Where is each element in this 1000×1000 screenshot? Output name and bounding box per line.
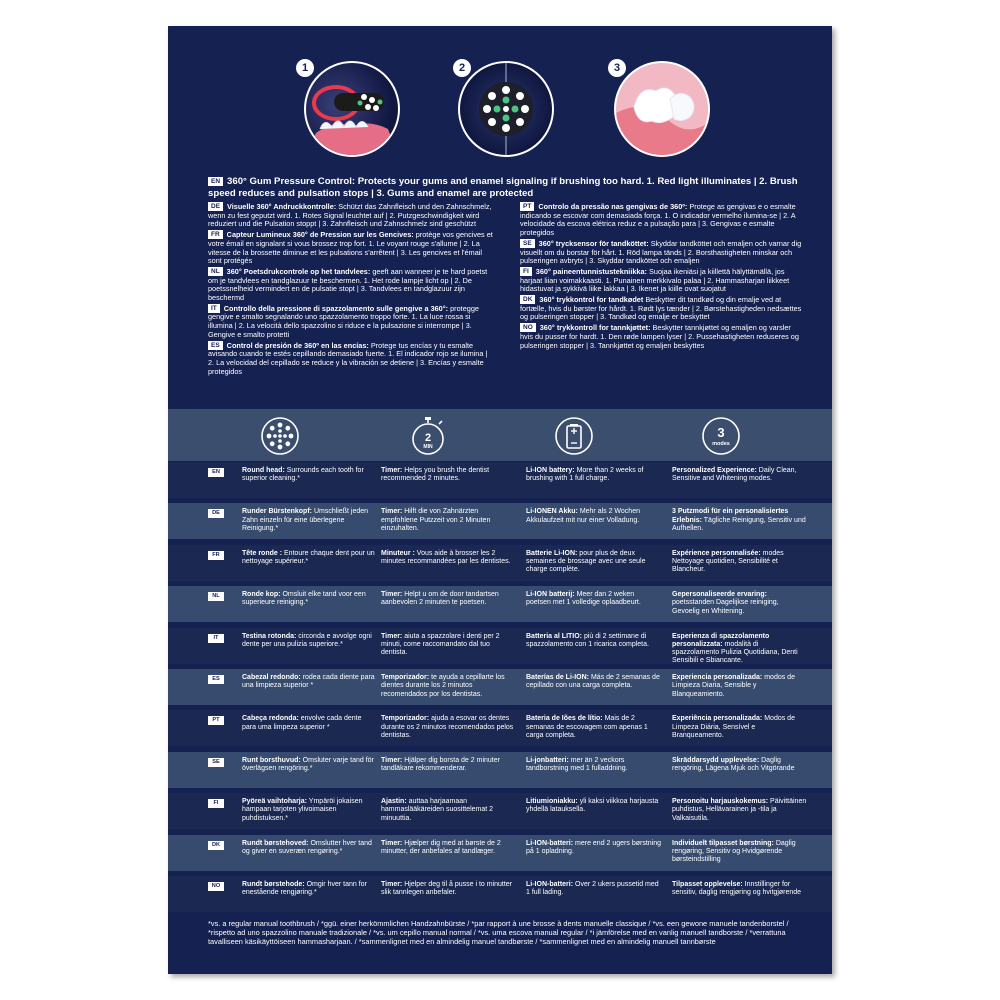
three-modes-icon <box>701 416 741 456</box>
translation-heading: Capteur Lumineux 360° de Pression sur les Gencives: <box>226 230 414 240</box>
feature-cell-2 <box>381 633 516 658</box>
feature-cell-2 <box>381 881 516 898</box>
feature-cell-3 <box>526 633 661 650</box>
lang-tag: SE <box>208 758 224 767</box>
feature-heading: Li-ION-batteri: <box>526 881 574 888</box>
feature-heading: Personoitu harjauskokemus: <box>672 798 769 806</box>
translation-text: Beskytter tannkjøttet og emaljen og varsler hvis du pusser for hardt. 1. Den røde lampen lyser | 2. Pussehastigheten reduseres og pulseringen stopper | 3. Tannkjøttet og emaljen beskyttes <box>520 323 799 350</box>
feature-cell-3 <box>526 840 661 857</box>
feature-cell-2 <box>381 467 516 484</box>
feature-text: rodea cada diente para una limpieza superior * <box>242 674 375 690</box>
feature-text: Daglig rengöring, Lägena Mjuk och Vitgörande <box>672 756 795 773</box>
feature-text: più di 2 settimane di spazzolamento con 1 ricarica completa. <box>526 632 649 648</box>
feature-text: modalità di spazzolamento Pulizia Quotidiana, Denti Sensibili e Sbiancante. <box>672 640 798 665</box>
modes-icon-number: 3 <box>717 425 725 440</box>
feature-text: Hjälper dig borsta de 2 minuter tandläkare rekommenderar. <box>381 756 500 773</box>
feature-heading: Runder Bürstenkopf: <box>242 508 312 516</box>
lang-badge-de: DE <box>208 202 223 211</box>
step-number-1: 1 <box>296 59 314 77</box>
feature-text: Meer dan 2 weken poetsen met 1 volledige oplaadbeurt. <box>526 591 641 607</box>
lang-tag: FI <box>208 799 224 808</box>
feature-text: Helps you brush the dentist recommended 2 minutes. <box>381 467 490 483</box>
intro-en-heading: 360° Gum Pressure Control: <box>227 176 356 187</box>
feature-heading: Li-ION battery: <box>526 467 575 474</box>
translation-text: protegge gengive e smalto segnalando uno spazzolamento troppo forte. 1. La luce rossa si illumina | 2. La velocità dello spazzolino si riduce e la pulsazione si interrompe | 3. Gengive e smalto protetti <box>208 303 479 339</box>
translation-text: protège vos gencives et votre émail en signalant si vous brossez trop fort. 1. Le voyant rouge s'allume | 2. La vitesse de la brossette diminue et les pulsations s'arrêtent | 3. Les gencives et l'émail sont protégés <box>208 230 493 266</box>
feature-text: Innstillinger for sensitiv, daglig rengjøring og hvitgjørende <box>672 881 802 897</box>
feature-cell-3 <box>526 467 661 484</box>
feature-text: Entoure chaque dent pour un nettoyage supérieur.* <box>242 549 375 566</box>
feature-heading: Litiumioniakku: <box>526 798 578 806</box>
feature-text: Ympäröi jokaisen hampaan tarjoten ylivoimaisen puhdistuksen.* <box>242 798 363 822</box>
feature-heading: Timer: <box>381 467 403 474</box>
feature-heading: Testina rotonda: <box>242 632 297 640</box>
feature-heading: Li-ION batterij: <box>526 591 575 599</box>
feature-cell-4 <box>672 840 807 865</box>
feature-heading: Timer: <box>381 839 403 847</box>
feature-cell-3 <box>526 674 661 691</box>
feature-cell-3 <box>526 881 661 898</box>
feature-text: Päivittäinen puhdistus, Hellävarainen ja -tila ja Valkaisutila. <box>672 798 807 822</box>
feature-cell-1 <box>242 550 377 567</box>
feature-cell-3 <box>526 715 661 740</box>
feature-heading: Batterie Li-ION: <box>526 549 578 557</box>
translation-heading: Control de presión de 360º en las encías: <box>226 340 369 350</box>
feature-cell-4 <box>672 633 807 666</box>
feature-heading: Minuteur : <box>381 549 415 557</box>
translation-dk <box>520 295 805 322</box>
feature-text: Omslutter hver tand og giver en suveræn rengøring.* <box>242 839 372 855</box>
feature-text: Hilft die von Zahnärzten empfohlene Putzzeit von 2 Minuten einzuhalten. <box>381 508 491 532</box>
feature-text: envolve cada dente para uma limpeza superior * <box>242 715 362 731</box>
translation-de <box>208 202 493 229</box>
feature-text: modos de Limpieza Diaria, Sensible y Blanqueamiento. <box>672 674 795 698</box>
feature-cell-2 <box>381 715 516 740</box>
feature-cell-4 <box>672 881 807 898</box>
feature-heading: Pyöreä vaihtoharja: <box>242 798 307 806</box>
feature-cell-3 <box>526 757 661 774</box>
translation-text: Schützt das Zahnfleisch und den Zahnschmelz, wenn zu fest geputzt wird. 1. Rotes Signal leuchtet auf | 2. Putzgeschwindigkeit wird reduziert und die Pulsation stoppt | 3. Zahnfleisch und Zahnschmelz sind geschützt <box>208 202 492 229</box>
feature-text: Over 2 ukers pussetid med 1 full lading. <box>526 881 659 897</box>
feature-cell-1 <box>242 757 377 774</box>
lang-tag: IT <box>208 634 224 643</box>
feature-row-dk <box>168 835 832 871</box>
protected-gum-icon <box>616 63 708 155</box>
feature-heading: Baterías de Li-ION: <box>526 674 590 681</box>
lang-badge-dk: DK <box>520 295 535 304</box>
feature-text: auttaa harjaamaan hammaslääkäreiden suosittelemat 2 minuuttia. <box>381 798 494 822</box>
feature-cell-1 <box>242 633 377 650</box>
feature-text: Vous aide à brosser les 2 minutes recommandées par les dentistes. <box>381 549 511 566</box>
feature-text: poetsstanden Dagelijkse reiniging, Gevoelig en Whitening. <box>672 599 779 615</box>
translation-es <box>208 341 493 377</box>
feature-cell-1 <box>242 798 377 823</box>
feature-cell-3 <box>526 591 661 608</box>
feature-cell-2 <box>381 550 516 567</box>
round-brush-head-icon <box>260 416 300 456</box>
lang-tag: NL <box>208 592 224 601</box>
translation-heading: Controlo da pressão nas gengivas de 360º: <box>538 202 688 211</box>
feature-heading: Ronde kop: <box>242 591 281 599</box>
translation-pt <box>520 202 805 238</box>
feature-text: Omsluter varje tand för överlägsen rengöring.* <box>242 756 374 773</box>
feature-heading: 3 Putzmodi für ein personalisiertes Erlebnis: <box>672 508 789 524</box>
feature-cell-2 <box>381 508 516 533</box>
feature-cell-4 <box>672 798 807 823</box>
feature-cell-1 <box>242 715 377 732</box>
feature-cell-4 <box>672 757 807 774</box>
feature-heading: Gepersonaliseerde ervaring: <box>672 591 767 599</box>
feature-cell-2 <box>381 674 516 699</box>
li-ion-battery-icon <box>554 416 594 456</box>
translation-fi <box>520 267 805 294</box>
feature-cell-3 <box>526 550 661 575</box>
feature-text: pour plus de deux semaines de brossage avec une seule charge complète. <box>526 549 646 574</box>
lang-badge-fi: FI <box>520 267 532 276</box>
feature-cell-2 <box>381 591 516 608</box>
feature-heading: Experiência personalizada: <box>672 715 763 723</box>
translation-heading: 360° paineentunnistustekniikka: <box>535 266 647 276</box>
feature-cell-1 <box>242 674 377 691</box>
feature-text: Modos de Limpeza Diária, Sensível e Branqueamento. <box>672 715 795 739</box>
feature-icon-band <box>168 409 832 461</box>
feature-text: More than 2 weeks of brushing with 1 full charge. <box>526 467 644 483</box>
feature-cell-1 <box>242 881 377 898</box>
feature-text: circonda e avvolge ogni dente per una pulizia superiore.* <box>242 632 372 648</box>
feature-heading: Li-jonbatteri: <box>526 756 569 764</box>
feature-heading: Li-IONEN Akku: <box>526 508 578 516</box>
feature-cell-3 <box>526 798 661 815</box>
feature-row-it <box>168 628 832 664</box>
feature-row-es <box>168 669 832 705</box>
feature-heading: Temporizador: <box>381 674 430 681</box>
translation-text: Skyddar tandköttet och emaljen och varnar dig visuellt om du borstar för hårt. 1. Röd lampa tänds | 2. Borsthastigheten minskar och pulseringen avbryts | 3. Skyddar tandköttet och emaljen <box>520 238 802 266</box>
feature-heading: Tête ronde : <box>242 549 283 557</box>
translation-text: Suojaa ikeniäsi ja kiillettä hälyttämällä, jos harjaat liian voimakkaasti. 1. Punainen merkkivalo palaa | 2. Hammasharjan liikkeet hidastuvat ja sykkivä liike lakkaa | 3. Ikenet ja kiille ovat suojatut <box>520 266 790 294</box>
feature-heading: Esperienza di spazzolamento personalizzata: <box>672 632 770 648</box>
feature-heading: Timer: <box>381 756 403 764</box>
feature-cell-1 <box>242 467 377 484</box>
translation-it <box>208 304 493 340</box>
feature-row-de <box>168 503 832 539</box>
lang-badge-es: ES <box>208 341 223 350</box>
feature-text: Helpt u om de door tandartsen aanbevolen 2 minuten te poetsen. <box>381 591 499 607</box>
feature-cell-1 <box>242 508 377 533</box>
feature-heading: Individuelt tilpasset børstning: <box>672 839 774 847</box>
feature-text: Surrounds each tooth for superior cleaning.* <box>242 467 364 483</box>
feature-text: Mais de 2 semanas de escovagem com apenas 1 carga completa. <box>526 715 648 739</box>
feature-heading: Temporizador: <box>381 715 430 723</box>
translation-text: geeft aan wanneer je te hard poetst om je tandvlees en tandglazuur te beschermen. 1. Het rode lampje licht op | 2. De poetssnelheid vermindert en de pulsatie stopt | 3. Tandvlees en tandglazuur zijn beschermd <box>208 266 488 303</box>
brush-red-light-icon <box>306 63 398 155</box>
lang-tag: ES <box>208 675 224 684</box>
feature-heading: Expérience personnalisée: <box>672 549 761 557</box>
feature-text: modes Nettoyage quotidien, Sensibilité et Blancheur. <box>672 549 784 574</box>
feature-row-fi <box>168 793 832 829</box>
feature-text: Daily Clean, Sensitive and Whitening modes. <box>672 467 797 483</box>
feature-heading: Skräddarsydd upplevelse: <box>672 756 760 764</box>
feature-heading: Li-ION-batteri: <box>526 839 574 847</box>
translation-se <box>520 239 805 266</box>
feature-cell-3 <box>526 508 661 525</box>
feature-text: Umschließt jeden Zahn einzeln für eine überlegene Reinigung.* <box>242 508 369 532</box>
feature-row-no <box>168 876 832 912</box>
gums-protected-illustration <box>614 61 710 157</box>
lang-tag: DK <box>208 841 224 850</box>
feature-cell-1 <box>242 840 377 857</box>
translations-right-column <box>520 202 805 351</box>
feature-heading: Timer: <box>381 881 403 888</box>
brush-head-top-icon <box>460 63 552 155</box>
feature-cell-4 <box>672 467 807 484</box>
step-number-2: 2 <box>453 59 471 77</box>
feature-text: Daglig rengøring, Sensitiv og Hvidgørende børsteindstilling <box>672 839 796 864</box>
feature-text: Omgir hver tann for enestående rengjøring.* <box>242 881 367 897</box>
feature-cell-4 <box>672 550 807 575</box>
feature-row-se <box>168 752 832 788</box>
feature-cell-4 <box>672 508 807 533</box>
translation-heading: Visuelle 360° Andruckkontrolle: <box>227 202 337 211</box>
feature-cell-4 <box>672 591 807 616</box>
feature-heading: Rundt børstehoved: <box>242 839 309 847</box>
red-light-illustration <box>304 61 400 157</box>
lang-tag: NO <box>208 882 224 891</box>
feature-heading: Timer: <box>381 591 403 599</box>
feature-text: aiuta a spazzolare i denti per 2 minuti, come raccomandato dal tuo dentista. <box>381 632 500 657</box>
feature-heading: Runt borsthuvud: <box>242 756 301 764</box>
feature-cell-1 <box>242 591 377 608</box>
feature-text: te ayuda a cepillarte los dientes durante los 2 minutos recomendados por los dentistas. <box>381 674 505 698</box>
feature-row-nl <box>168 586 832 622</box>
feature-heading: Ajastin: <box>381 798 407 806</box>
feature-heading: Batteria al LITIO: <box>526 632 583 640</box>
lang-badge-se: SE <box>520 239 535 248</box>
feature-text: Tägliche Reinigung, Sensitiv und Aufhellen. <box>672 516 806 532</box>
modes-icon-label: modes <box>712 441 730 447</box>
step-number-3: 3 <box>608 59 626 77</box>
lang-tag: FR <box>208 551 224 560</box>
feature-heading: Bateria de Iões de lítio: <box>526 715 603 723</box>
translation-text: Beskytter dit tandkød og din emalje ved at fortælle, hvis du børster for hårdt. 1. Rødt lys tænder | 2. Børstehastigheden nedsættes og pulseringen stopper | 3. Tandkød og emalje er beskyttet <box>520 295 802 322</box>
feature-row-fr <box>168 545 832 581</box>
feature-text: yli kaksi viikkoa harjausta yhdellä latauksella. <box>526 798 659 814</box>
lang-badge-nl: NL <box>208 267 223 276</box>
feature-heading: Personalized Experience: <box>672 467 757 474</box>
feature-cell-2 <box>381 798 516 823</box>
lang-tag: DE <box>208 509 224 518</box>
feature-text: Omsluit elke tand voor een superieure reiniging.* <box>242 591 366 607</box>
feature-heading: Cabeça redonda: <box>242 715 299 723</box>
feature-cell-4 <box>672 715 807 740</box>
lang-badge-it: IT <box>208 304 220 313</box>
feature-text: Más de 2 semanas de cepillado con una carga completa. <box>526 674 660 690</box>
feature-heading: Timer: <box>381 632 403 640</box>
feature-row-pt <box>168 710 832 746</box>
footnote: *vs. a regular manual toothbrush / *ggü. einer herkömmlichen Handzahnbürste / *par rapport à une brosse à dents manuelle classique / *vs. een gewone manuele tandenborstel / *rispetto ad uno spazzolino manuale tradizionale / *vs. um cepillo manual normal / *vs. uma escova manual regular / *i jämförelse med en vanlig manuell tandborste / *verrattuna tavalliseen käsikäyttöiseen hammasharjaan. / *sammenlignet med en almindelig manuel tandbørste / *sammenlignet med en almindelig manuell tannbørste <box>208 919 789 946</box>
lang-badge-en: EN <box>208 177 223 186</box>
intro-en-text: Protects your gums and enamel signaling if brushing too hard. 1. Red light illuminates | 2. Brush speed reduces and pulsation stops | 3. Gums and enamel are protected <box>208 176 798 199</box>
timer-icon-number: 2 <box>424 432 432 444</box>
feature-heading: Cabezal redondo: <box>242 674 301 681</box>
feature-heading: Timer: <box>381 508 403 516</box>
translation-heading: 360° trykkontroll for tannkjøttet: <box>539 323 651 333</box>
translation-heading: 360° Poetsdrukcontrole op het tandvlees: <box>226 266 371 276</box>
brush-speed-illustration <box>458 61 554 157</box>
timer-icon-unit: MIN <box>423 444 433 450</box>
translation-heading: 360° trycksensor för tandköttet: <box>538 238 649 248</box>
feature-text: Hjælper dig med at børste de 2 minutter, der anbefales af tandlæger. <box>381 839 501 855</box>
translation-text: Protege tus encías y tu esmalte avisando cuando te estés cepillando demasiado fuerte. 1. El indicador rojo se ilumina | 2. La velocidad del cepillado se reduce y la vibración se detiene | 3. Encías y esmalte protegidos <box>208 340 488 376</box>
two-minute-timer-icon <box>408 416 448 456</box>
feature-heading: Experiencia personalizada: <box>672 674 763 681</box>
feature-heading: Rundt børstehode: <box>242 881 305 888</box>
feature-text: Mehr als 2 Wochen Akkulaufzeit mit nur einer Volladung. <box>526 508 640 524</box>
feature-row-en <box>168 462 832 498</box>
translation-no <box>520 323 805 350</box>
translations-left-column <box>208 202 493 377</box>
translation-heading: 360° trykkontrol for tandkødet <box>539 295 644 305</box>
translation-heading: Controllo della pressione di spazzolamento sulle gengive a 360°: <box>223 303 449 313</box>
product-info-panel <box>168 26 832 974</box>
translation-fr <box>208 230 493 266</box>
feature-text: Hjelper deg til å pusse i to minutter slik tannlegen anbefaler. <box>381 881 513 897</box>
lang-tag: EN <box>208 468 224 477</box>
feature-cell-4 <box>672 674 807 699</box>
feature-cell-2 <box>381 840 516 857</box>
feature-heading: Tilpasset opplevelse: <box>672 881 743 888</box>
lang-badge-pt: PT <box>520 202 534 211</box>
feature-text: mer än 2 veckors tandborstning med 1 fulladdning. <box>526 756 628 773</box>
feature-text: mere end 2 ugers børstning på 1 opladning. <box>526 839 662 855</box>
translation-text: Protege as gengivas e o esmalte indicando se escovar com demasiada força. 1. O indicador vermelho ilumina-se | 2. A velocidade da escova elétrica reduz e a pulsação para | 3. Gengivas e esmalte protegidos <box>520 202 796 238</box>
feature-cell-2 <box>381 757 516 774</box>
lang-tag: PT <box>208 716 224 725</box>
lang-badge-no: NO <box>520 323 536 332</box>
intro-en <box>208 176 798 199</box>
feature-text: ajuda a esovar os dentes durante os 2 minutos recomendados pelos dentistas. <box>381 715 514 739</box>
pressure-control-steps <box>168 61 832 161</box>
feature-heading: Round head: <box>242 467 285 474</box>
translation-nl <box>208 267 493 303</box>
lang-badge-fr: FR <box>208 230 223 239</box>
